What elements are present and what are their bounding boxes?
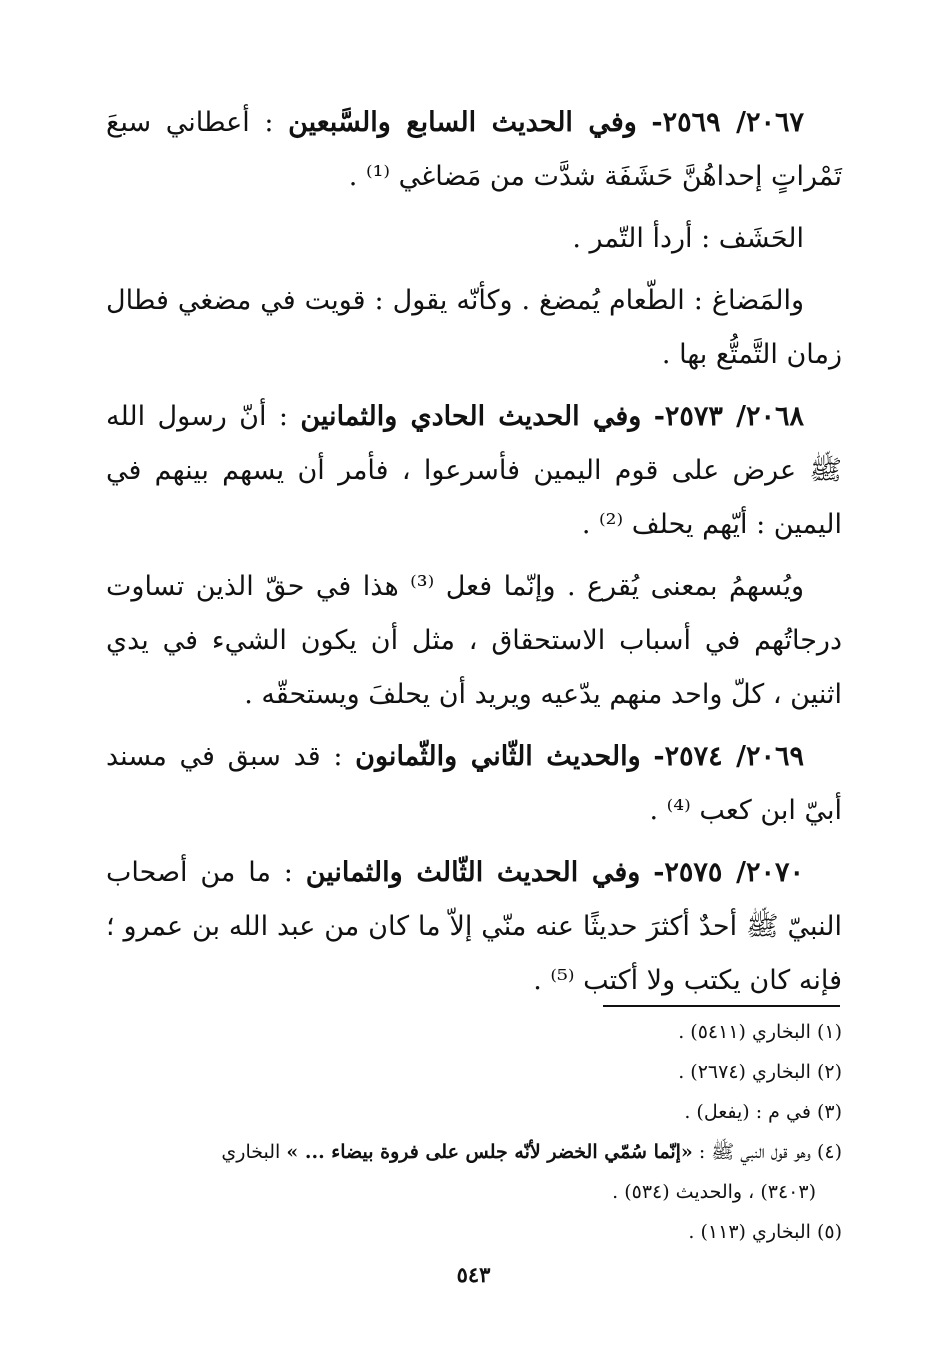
explanation-madagh: [106, 274, 842, 382]
hadith-2070: [106, 846, 842, 1008]
main-text: [106, 96, 842, 1016]
hadith-text: : قد سبق في مسند أبيّ ابن كعب ⁽⁴⁾ .: [106, 741, 842, 826]
footnote-2: [106, 1052, 842, 1092]
hadith-number: ٢٠٦٩/ ٢٥٧٤-: [653, 741, 805, 772]
explanation-text: الحَشَف : أردأ التّمر .: [572, 223, 804, 254]
hadith-heading: وفي الحديث الحادي والثمانين: [300, 401, 642, 432]
footnote-continuation: (٣٤٠٣) ، والحديث (٥٣٤) .: [612, 1181, 816, 1203]
footnote-text: (٥) البخاري (١١٣) .: [688, 1221, 842, 1243]
hadith-number: ٢٠٦٨/ ٢٥٧٣-: [653, 401, 805, 432]
footnote-text: (٣) في م : (يفعل) .: [684, 1101, 842, 1123]
hadith-heading: وفي الحديث الثّالث والثمانين: [305, 857, 641, 888]
hadith-number: ٢٠٧٠/ ٢٥٧٥-: [653, 857, 804, 888]
explanation-yushim: [106, 560, 842, 722]
footnote-lead: (٤) وهو قول النبي ﷺ :: [698, 1141, 842, 1163]
page-number: ٥٤٣: [456, 1262, 491, 1287]
hadith-heading: وفي الحديث السابع والسَّبعين: [288, 107, 637, 138]
footnote-text: (١) البخاري (٥٤١١) .: [678, 1021, 842, 1043]
footnotes: [106, 1012, 842, 1252]
explanation-text: ويُسهمُ بمعنى يُقرع . وإنّما فعل ⁽³⁾ هذا في حقّ الذين تساوت درجاتُهم في أسباب الاستحقاق ، مثل أن يكون الشيء في يدي اثنين ، كلّ واحد منهم يدّعيه ويريد أن يحلفَ ويستحقّه .: [106, 571, 842, 710]
hadith-heading: والحديث الثّاني والثّمانون: [355, 741, 641, 772]
hadith-2067: [106, 96, 842, 204]
hadith-text: : ما من أصحاب النبيّ ﷺ أحدٌ أكثرَ حديثًا عنه منّي إلاّ ما كان من عبد الله بن عمرو ؛ فإنه كان يكتب ولا أكتب ⁽⁵⁾ .: [106, 857, 842, 996]
footnote-1: [106, 1012, 842, 1052]
hadith-number: ٢٠٦٧/ ٢٥٦٩-: [651, 107, 804, 138]
footnote-tail: البخاري: [221, 1141, 281, 1163]
footnote-divider: [603, 1005, 840, 1007]
footnote-4: [106, 1132, 842, 1212]
hadith-text: : أنّ رسول الله ﷺ عرض على قوم اليمين فأسرعوا ، فأمر أن يسهم بينهم في اليمين : أيّهم يحلف ⁽²⁾ .: [106, 401, 842, 540]
explanation-text: والمَضاغ : الطّعام يُمضغ . وكأنّه يقول : قويت في مضغي فطال زمان التَّمتُّع بها .: [106, 285, 842, 370]
explanation-hashaf: [106, 212, 842, 266]
hadith-text: : أعطاني سبعَ تَمْراتٍ إحداهُنَّ حَشَفَة شدَّت من مَضاغي ⁽¹⁾ .: [106, 107, 842, 192]
hadith-2068: [106, 390, 842, 552]
footnote-text: (٢) البخاري (٢٦٧٤) .: [678, 1061, 842, 1083]
footnote-quote: «إنّما سُمّي الخضر لأنّه جلس على فروة بيضاء ... »: [286, 1141, 693, 1163]
footnote-3: [106, 1092, 842, 1132]
hadith-2069: [106, 730, 842, 838]
footnote-5: [106, 1212, 842, 1252]
